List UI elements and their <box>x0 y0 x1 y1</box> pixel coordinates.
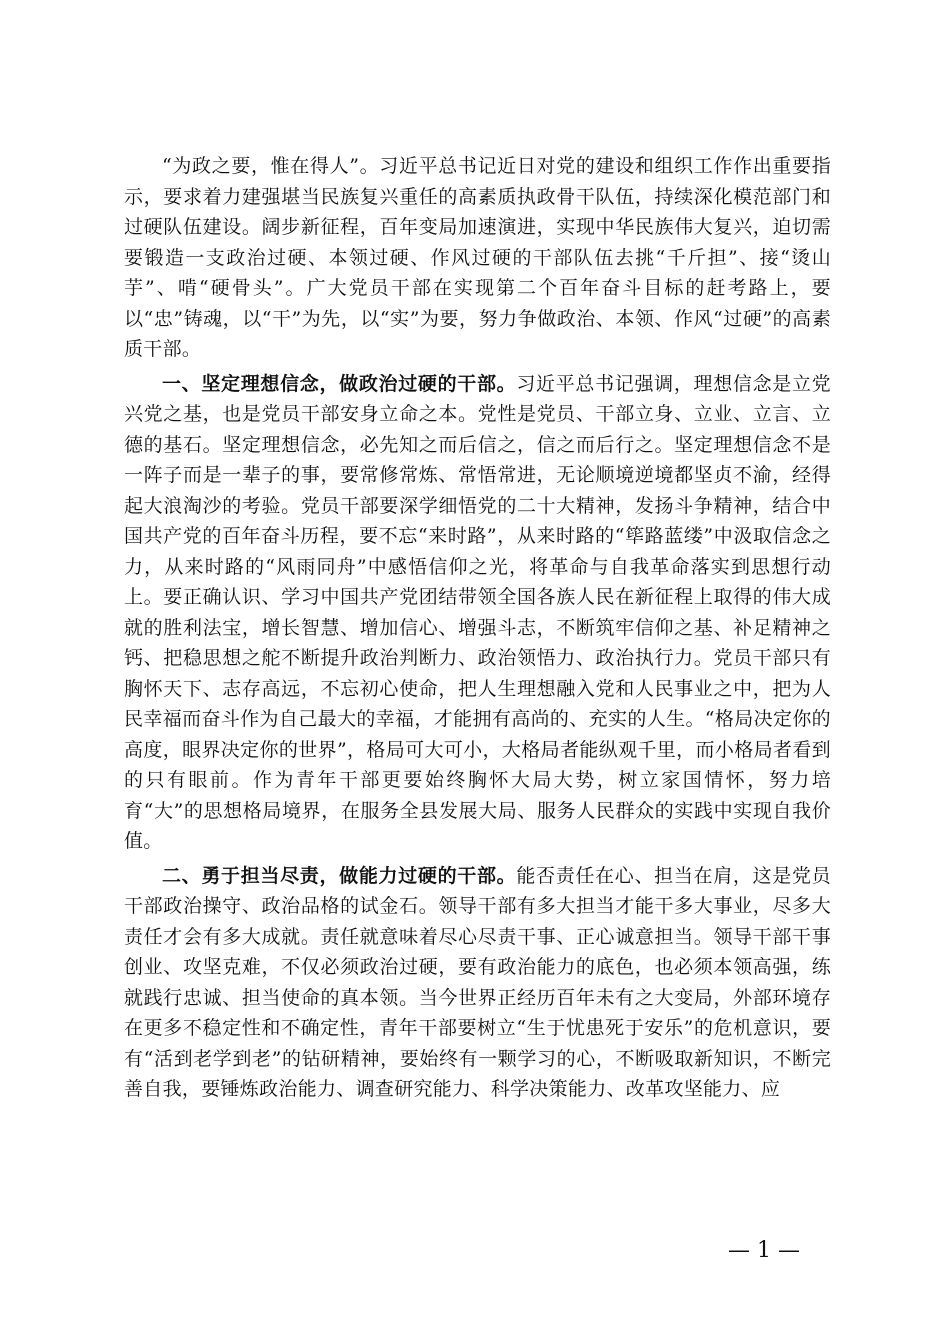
section-two-text: 能否责任在心、担当在肩，这是党员干部政治操守、政治品格的试金石。领导干部有多大担当才能干多大事业，尽多大责任才会有多大成就。责任就意味着尽心尽责干事、正心诚意担当。领导干部干事创业、攻坚克难，不仅必须政治过硬，要有政治能力的底色，也必须本领高强，练就践行忠诚、担当使命的真本领。当今世界正经历百年未有之大变局，外部环境存在更多不稳定性和不确定性，青年干部要树立“生于忧患死于安乐”的危机意识，要有“活到老学到老”的钻研精神，要始终有一颗学习的心，不断吸取新知识，不断完善自我，要锤炼政治能力、调查研究能力、科学决策能力、改革攻坚能力、应 <box>124 864 831 1100</box>
section-one-text: 习近平总书记强调，理想信念是立党兴党之基，也是党员干部安身立命之本。党性是党员、干部立身、立业、立言、立德的基石。坚定理想信念，必先知之而后信之，信之而后行之。坚定理想信念不是一阵子而是一辈子的事，要常修常炼、常悟常进，无论顺境逆境都坚贞不渝，经得起大浪淘沙的考验。党员干部要深学细悟党的二十大精神，发扬斗争精神，结合中国共产党的百年奋斗历程，要不忘“来时路”，从来时路的“筚路蓝缕”中汲取信念之力，从来时路的“风雨同舟”中感悟信仰之光，将革命与自我革命落实到思想行动上。要正确认识、学习中国共产党团结带领全国各族人民在新征程上取得的伟大成就的胜利法宝，增长智慧、增加信心、增强斗志，不断筑牢信仰之基、补足精神之钙、把稳思想之舵不断提升政治判断力、政治领悟力、政治执行力。党员干部只有胸怀天下、志存高远，不忘初心使命，把人生理想融入党和人民事业之中，把为人民幸福而奋斗作为自己最大的幸福，才能拥有高尚的、充实的人生。“格局决定你的高度，眼界决定你的世界”，格局可大可小，大格局者能纵观千里，而小格局者看到的只有眼前。作为青年干部更要始终胸怀大局大势，树立家国情怀，努力培育“大”的思想格局境界，在服务全县发展大局、服务人民群众的实践中实现自我价值。 <box>124 372 831 852</box>
document-body <box>124 151 831 1105</box>
intro-paragraph <box>124 151 831 365</box>
page-number: — 1 — <box>728 1238 800 1263</box>
section-two-paragraph <box>124 861 831 1105</box>
intro-paragraph-text: “为政之要，惟在得人”。习近平总书记近日对党的建设和组织工作作出重要指示，要求着力建强堪当民族复兴重任的高素质执政骨干队伍，持续深化模范部门和过硬队伍建设。阔步新征程，百年变局加速演进，实现中华民族伟大复兴，迫切需要锻造一支政治过硬、本领过硬、作风过硬的干部队伍去挑“千斤担”、接“烫山芋”、啃“硬骨头”。广大党员干部在实现第二个百年奋斗目标的赶考路上，要以“忠”铸魂，以“干”为先，以“实”为要，努力争做政治、本领、作风“过硬”的高素质干部。 <box>124 155 831 360</box>
section-one-paragraph <box>124 369 831 857</box>
section-one-heading: 一、坚定理想信念，做政治过硬的干部。 <box>162 372 517 395</box>
section-two-heading: 二、勇于担当尽责，做能力过硬的干部。 <box>162 864 517 887</box>
